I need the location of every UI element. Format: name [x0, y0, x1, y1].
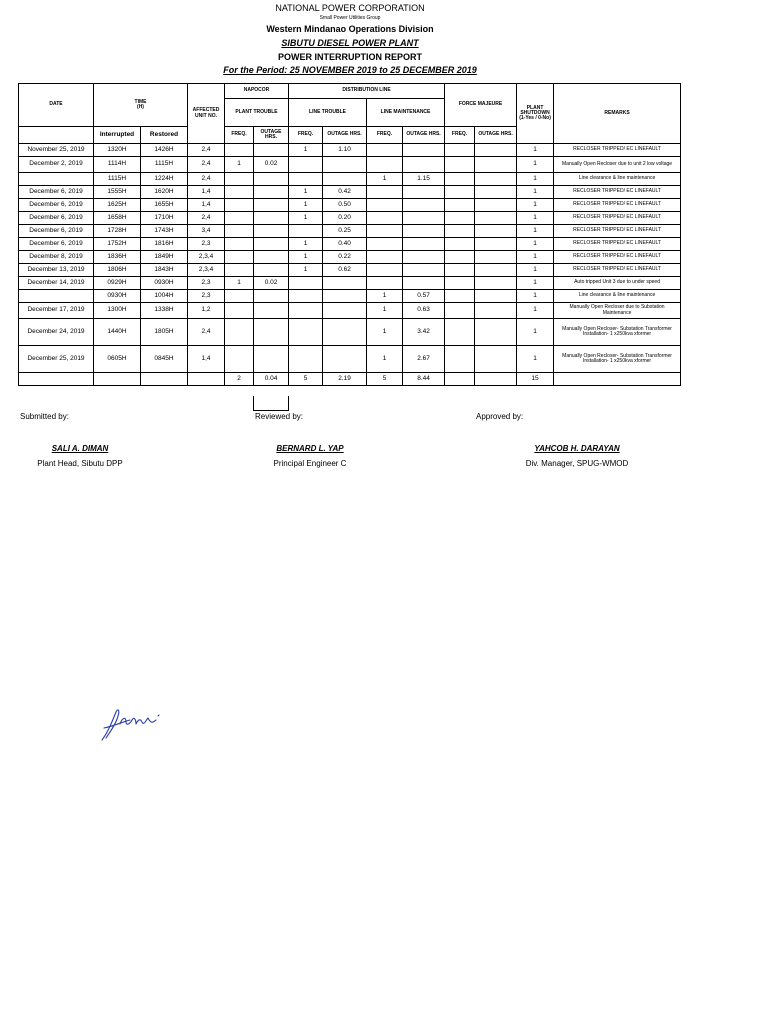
cell-res: 1805H — [141, 319, 188, 346]
cell-date: December 8, 2019 — [19, 251, 94, 264]
table-row — [19, 157, 681, 173]
cell-remarks: Line clearance & line maintenance — [554, 290, 681, 303]
cell-remarks: RECLOSER TRIPPED/ EC LINEFAULT — [554, 186, 681, 199]
cell-sd: 1 — [517, 144, 554, 157]
cell-lt-f — [289, 173, 323, 186]
cell-unit: 2,4 — [188, 157, 225, 173]
cell-lt-o: 0.25 — [323, 225, 367, 238]
table-row — [19, 173, 681, 186]
cell-date: December 6, 2019 — [19, 199, 94, 212]
cell-lm-f — [367, 238, 403, 251]
cell-lt-o — [323, 290, 367, 303]
cell-date: December 24, 2019 — [19, 319, 94, 346]
cell-res: 1115H — [141, 157, 188, 173]
cell-res: 1004H — [141, 290, 188, 303]
cell-fm-f — [445, 303, 475, 319]
cell-unit: 1,2 — [188, 303, 225, 319]
total-lt-o: 2.19 — [323, 373, 367, 386]
cell-remarks: Manually Open Recloser- Substation Transformer Installation- 1 x250kva xformer — [554, 319, 681, 346]
cell-pt-o — [254, 264, 289, 277]
interruption-table — [18, 83, 681, 386]
cell-int: 1555H — [94, 186, 141, 199]
col-force-majeure: FORCE MAJEURE — [445, 84, 517, 127]
col-fm-freq: FREQ. — [445, 127, 475, 144]
cell-lm-f — [367, 212, 403, 225]
table-row — [19, 186, 681, 199]
cell-int: 1440H — [94, 319, 141, 346]
cell-pt-f — [225, 251, 254, 264]
cell-fm-f — [445, 264, 475, 277]
col-restored: Restored — [141, 127, 188, 144]
total-date — [19, 373, 94, 386]
cell-lm-f — [367, 186, 403, 199]
cell-fm-f — [445, 186, 475, 199]
cell-sd: 1 — [517, 277, 554, 290]
cell-pt-o — [254, 212, 289, 225]
cell-int: 0929H — [94, 277, 141, 290]
cell-pt-o — [254, 319, 289, 346]
cell-sd: 1 — [517, 303, 554, 319]
cell-lm-f — [367, 251, 403, 264]
cell-sd: 1 — [517, 157, 554, 173]
cell-remarks: Line clearance & line maintenance — [554, 173, 681, 186]
cell-pt-o — [254, 238, 289, 251]
cell-fm-o — [475, 238, 517, 251]
blank-cell-box — [253, 396, 289, 411]
cell-unit: 2,4 — [188, 319, 225, 346]
cell-int: 1625H — [94, 199, 141, 212]
cell-unit: 2,3 — [188, 238, 225, 251]
cell-sd: 1 — [517, 319, 554, 346]
division-name: Western Mindanao Operations Division — [266, 24, 434, 34]
col-time-label: TIME — [134, 98, 147, 105]
cell-remarks: RECLOSER TRIPPED/ EC LINEFAULT — [554, 264, 681, 277]
col-lt-freq: FREQ. — [289, 127, 323, 144]
cell-int: 1114H — [94, 157, 141, 173]
total-sd: 15 — [517, 373, 554, 386]
cell-lm-o — [403, 277, 445, 290]
plant-name: SIBUTU DIESEL POWER PLANT — [281, 38, 419, 48]
cell-remarks: RECLOSER TRIPPED/ EC LINEFAULT — [554, 225, 681, 238]
cell-fm-o — [475, 264, 517, 277]
col-affected-unit: AFFECTED UNIT NO. — [188, 84, 225, 144]
cell-lm-f — [367, 277, 403, 290]
cell-res: 1224H — [141, 173, 188, 186]
cell-pt-f — [225, 319, 254, 346]
cell-lt-o: 1.10 — [323, 144, 367, 157]
cell-lt-f: 1 — [289, 264, 323, 277]
cell-int: 1658H — [94, 212, 141, 225]
cell-fm-f — [445, 225, 475, 238]
cell-lt-f — [289, 319, 323, 346]
table-row — [19, 199, 681, 212]
col-pt-outage: OUTAGE HRS. — [254, 127, 289, 144]
cell-fm-f — [445, 277, 475, 290]
total-lm-f: 5 — [367, 373, 403, 386]
cell-int: 1320H — [94, 144, 141, 157]
table-body — [19, 144, 681, 386]
cell-lt-f: 1 — [289, 144, 323, 157]
cell-res: 1816H — [141, 238, 188, 251]
cell-int: 1836H — [94, 251, 141, 264]
cell-lm-o: 0.63 — [403, 303, 445, 319]
col-time — [94, 84, 188, 127]
cell-res: 1743H — [141, 225, 188, 238]
table-row — [19, 225, 681, 238]
table-row — [19, 303, 681, 319]
cell-int: 0605H — [94, 346, 141, 373]
cell-res: 1710H — [141, 212, 188, 225]
cell-sd: 1 — [517, 251, 554, 264]
col-line-maintenance: LINE MAINTENANCE — [367, 99, 445, 127]
cell-pt-o — [254, 346, 289, 373]
cell-date: December 6, 2019 — [19, 238, 94, 251]
cell-lt-f — [289, 290, 323, 303]
cell-lt-o: 0.20 — [323, 212, 367, 225]
reviewed-by-name: BERNARD L. YAP — [276, 444, 344, 453]
cell-lm-f — [367, 225, 403, 238]
total-fm-f — [445, 373, 475, 386]
cell-remarks: Auto tripped Unit 3 due to under speed — [554, 277, 681, 290]
approved-by-title: Div. Manager, SPUG-WMOD — [525, 459, 629, 468]
col-lt-outage: OUTAGE HRS. — [323, 127, 367, 144]
cell-fm-f — [445, 212, 475, 225]
approved-by-label: Approved by: — [476, 412, 524, 421]
cell-unit: 2,4 — [188, 212, 225, 225]
cell-unit: 2,3 — [188, 277, 225, 290]
cell-date: December 6, 2019 — [19, 212, 94, 225]
cell-sd: 1 — [517, 225, 554, 238]
col-plant-trouble: PLANT TROUBLE — [225, 99, 289, 127]
cell-fm-f — [445, 173, 475, 186]
cell-pt-o — [254, 251, 289, 264]
cell-pt-o — [254, 303, 289, 319]
cell-res: 0845H — [141, 346, 188, 373]
cell-remarks: RECLOSER TRIPPED/ EC LINEFAULT — [554, 238, 681, 251]
org-name: NATIONAL POWER CORPORATION — [275, 3, 425, 13]
cell-lm-o — [403, 212, 445, 225]
col-line-trouble: LINE TROUBLE — [289, 99, 367, 127]
cell-pt-o — [254, 186, 289, 199]
cell-int: 0930H — [94, 290, 141, 303]
cell-unit: 2,4 — [188, 144, 225, 157]
cell-lt-f: 1 — [289, 199, 323, 212]
cell-fm-o — [475, 157, 517, 173]
cell-pt-f — [225, 199, 254, 212]
cell-fm-o — [475, 290, 517, 303]
cell-lt-o — [323, 277, 367, 290]
cell-date: December 6, 2019 — [19, 225, 94, 238]
cell-lm-o — [403, 251, 445, 264]
cell-pt-o — [254, 225, 289, 238]
table-row — [19, 264, 681, 277]
cell-lm-f: 1 — [367, 346, 403, 373]
report-title: POWER INTERRUPTION REPORT — [277, 52, 422, 62]
cell-pt-o — [254, 290, 289, 303]
cell-lt-o: 0.50 — [323, 199, 367, 212]
cell-pt-o: 0.02 — [254, 157, 289, 173]
cell-lt-o: 0.22 — [323, 251, 367, 264]
total-pt-o: 0.04 — [254, 373, 289, 386]
submitted-by-name: SALI A. DIMAN — [51, 444, 109, 453]
col-remarks: REMARKS — [554, 84, 681, 144]
reviewed-by-label: Reviewed by: — [255, 412, 304, 421]
cell-pt-f — [225, 238, 254, 251]
table-row — [19, 251, 681, 264]
cell-fm-f — [445, 199, 475, 212]
cell-res: 1849H — [141, 251, 188, 264]
cell-lt-o — [323, 157, 367, 173]
cell-fm-o — [475, 173, 517, 186]
cell-unit: 1,4 — [188, 346, 225, 373]
cell-lt-f: 1 — [289, 238, 323, 251]
cell-lt-o — [323, 346, 367, 373]
cell-unit: 1,4 — [188, 199, 225, 212]
cell-pt-o — [254, 199, 289, 212]
cell-pt-o — [254, 144, 289, 157]
cell-lt-o — [323, 319, 367, 346]
cell-lm-o: 0.57 — [403, 290, 445, 303]
cell-lm-o — [403, 199, 445, 212]
cell-lt-o — [323, 173, 367, 186]
cell-pt-f — [225, 303, 254, 319]
cell-lm-f — [367, 157, 403, 173]
cell-pt-f — [225, 212, 254, 225]
cell-lm-o — [403, 144, 445, 157]
cell-fm-o — [475, 186, 517, 199]
cell-sd: 1 — [517, 173, 554, 186]
cell-unit: 2,3 — [188, 290, 225, 303]
col-lm-outage: OUTAGE HRS. — [403, 127, 445, 144]
cell-lm-f — [367, 144, 403, 157]
cell-int: 1300H — [94, 303, 141, 319]
cell-remarks: RECLOSER TRIPPED/ EC LINEFAULT — [554, 199, 681, 212]
cell-sd: 1 — [517, 238, 554, 251]
cell-pt-f — [225, 186, 254, 199]
cell-lm-f: 1 — [367, 303, 403, 319]
cell-res: 1338H — [141, 303, 188, 319]
cell-date: November 25, 2019 — [19, 144, 94, 157]
cell-fm-o — [475, 144, 517, 157]
submitted-by-label: Submitted by: — [20, 412, 69, 421]
cell-int: 1806H — [94, 264, 141, 277]
cell-fm-o — [475, 277, 517, 290]
cell-date: December 2, 2019 — [19, 157, 94, 173]
cell-date: December 13, 2019 — [19, 264, 94, 277]
cell-date: December 25, 2019 — [19, 346, 94, 373]
total-int — [94, 373, 141, 386]
cell-lm-f — [367, 199, 403, 212]
col-napocor: NAPOCOR — [225, 84, 289, 99]
cell-pt-f — [225, 264, 254, 277]
cell-date: December 14, 2019 — [19, 277, 94, 290]
cell-pt-f — [225, 346, 254, 373]
cell-fm-o — [475, 225, 517, 238]
table-row — [19, 319, 681, 346]
cell-lm-o — [403, 264, 445, 277]
cell-remarks: Manually Open Recloser- Substation Transformer Installation- 1 x250kva xformer — [554, 346, 681, 373]
cell-pt-f — [225, 144, 254, 157]
cell-pt-o: 0.02 — [254, 277, 289, 290]
cell-sd: 1 — [517, 346, 554, 373]
table-row — [19, 290, 681, 303]
cell-sd: 1 — [517, 290, 554, 303]
cell-int: 1115H — [94, 173, 141, 186]
cell-lm-f: 1 — [367, 319, 403, 346]
cell-lm-o — [403, 186, 445, 199]
cell-sd: 1 — [517, 199, 554, 212]
totals-row — [19, 373, 681, 386]
cell-unit: 3,4 — [188, 225, 225, 238]
cell-fm-f — [445, 290, 475, 303]
cell-unit: 2,3,4 — [188, 264, 225, 277]
cell-lm-o — [403, 157, 445, 173]
col-date: DATE — [19, 84, 94, 127]
cell-pt-f — [225, 225, 254, 238]
cell-pt-f: 1 — [225, 277, 254, 290]
cell-pt-o — [254, 173, 289, 186]
col-pt-freq: FREQ. — [225, 127, 254, 144]
cell-unit: 2,3,4 — [188, 251, 225, 264]
cell-date: December 6, 2019 — [19, 186, 94, 199]
col-plant-shutdown: PLANT SHUTDOWN (1-Yes / 0-No) — [517, 84, 554, 144]
total-res — [141, 373, 188, 386]
cell-remarks: RECLOSER TRIPPED/ EC LINEFAULT — [554, 251, 681, 264]
col-lm-freq: FREQ. — [367, 127, 403, 144]
group-name: Small Power Utilities Group — [319, 15, 381, 21]
cell-lm-f — [367, 264, 403, 277]
col-fm-outage: OUTAGE HRS. — [475, 127, 517, 144]
cell-sd: 1 — [517, 212, 554, 225]
handwritten-signature — [96, 702, 168, 746]
cell-unit: 1,4 — [188, 186, 225, 199]
table-row — [19, 212, 681, 225]
cell-sd: 1 — [517, 186, 554, 199]
cell-lt-f: 1 — [289, 212, 323, 225]
cell-lm-o: 1.15 — [403, 173, 445, 186]
table-row — [19, 346, 681, 373]
cell-lt-f: 1 — [289, 186, 323, 199]
table-row — [19, 238, 681, 251]
cell-unit: 2,4 — [188, 173, 225, 186]
cell-remarks: Manually Open Recloser due to Substation Maintenance — [554, 303, 681, 319]
cell-date — [19, 173, 94, 186]
cell-int: 1728H — [94, 225, 141, 238]
cell-fm-o — [475, 212, 517, 225]
total-remarks — [554, 373, 681, 386]
cell-fm-o — [475, 251, 517, 264]
report-period: For the Period: 25 NOVEMBER 2019 to 25 DECEMBER 2019 — [223, 65, 477, 75]
cell-fm-o — [475, 199, 517, 212]
cell-res: 1655H — [141, 199, 188, 212]
table-row — [19, 277, 681, 290]
cell-remarks: RECLOSER TRIPPED/ EC LINEFAULT — [554, 212, 681, 225]
cell-lt-o: 0.42 — [323, 186, 367, 199]
cell-lm-o: 3.42 — [403, 319, 445, 346]
cell-lt-f — [289, 346, 323, 373]
cell-res: 1843H — [141, 264, 188, 277]
reviewed-by-title: Principal Engineer C — [273, 459, 347, 468]
col-interrupted: Interrupted — [94, 127, 141, 144]
cell-lm-f: 1 — [367, 173, 403, 186]
cell-fm-o — [475, 319, 517, 346]
cell-pt-f — [225, 290, 254, 303]
cell-pt-f — [225, 173, 254, 186]
cell-fm-f — [445, 251, 475, 264]
cell-fm-o — [475, 303, 517, 319]
cell-res: 1426H — [141, 144, 188, 157]
total-pt-f: 2 — [225, 373, 254, 386]
cell-lt-f — [289, 303, 323, 319]
cell-date: December 17, 2019 — [19, 303, 94, 319]
cell-lt-f — [289, 157, 323, 173]
cell-fm-f — [445, 346, 475, 373]
cell-lt-f — [289, 277, 323, 290]
cell-lm-o — [403, 238, 445, 251]
table-row — [19, 144, 681, 157]
cell-res: 1620H — [141, 186, 188, 199]
total-lm-o: 8.44 — [403, 373, 445, 386]
cell-res: 0930H — [141, 277, 188, 290]
approved-by-name: YAHCOB H. DARAYAN — [534, 444, 620, 453]
cell-remarks: RECLOSER TRIPPED/ EC LINEFAULT — [554, 144, 681, 157]
cell-lt-f — [289, 225, 323, 238]
cell-lt-o — [323, 303, 367, 319]
cell-fm-f — [445, 238, 475, 251]
total-unit — [188, 373, 225, 386]
cell-lt-o: 0.40 — [323, 238, 367, 251]
cell-int: 1752H — [94, 238, 141, 251]
cell-pt-f: 1 — [225, 157, 254, 173]
total-fm-o — [475, 373, 517, 386]
cell-fm-f — [445, 157, 475, 173]
cell-sd: 1 — [517, 264, 554, 277]
cell-lm-f: 1 — [367, 290, 403, 303]
cell-lt-f: 1 — [289, 251, 323, 264]
col-time-unit: (H) — [137, 104, 144, 110]
cell-remarks: Manually Open Recloser due to unit 2 low voltage — [554, 157, 681, 173]
cell-lt-o: 0.62 — [323, 264, 367, 277]
col-distribution-line: DISTRIBUTION LINE — [289, 84, 445, 99]
submitted-by-title: Plant Head, Sibutu DPP — [37, 459, 123, 468]
cell-lm-o — [403, 225, 445, 238]
cell-fm-f — [445, 144, 475, 157]
cell-date — [19, 290, 94, 303]
total-lt-f: 5 — [289, 373, 323, 386]
cell-fm-o — [475, 346, 517, 373]
cell-lm-o: 2.67 — [403, 346, 445, 373]
cell-fm-f — [445, 319, 475, 346]
